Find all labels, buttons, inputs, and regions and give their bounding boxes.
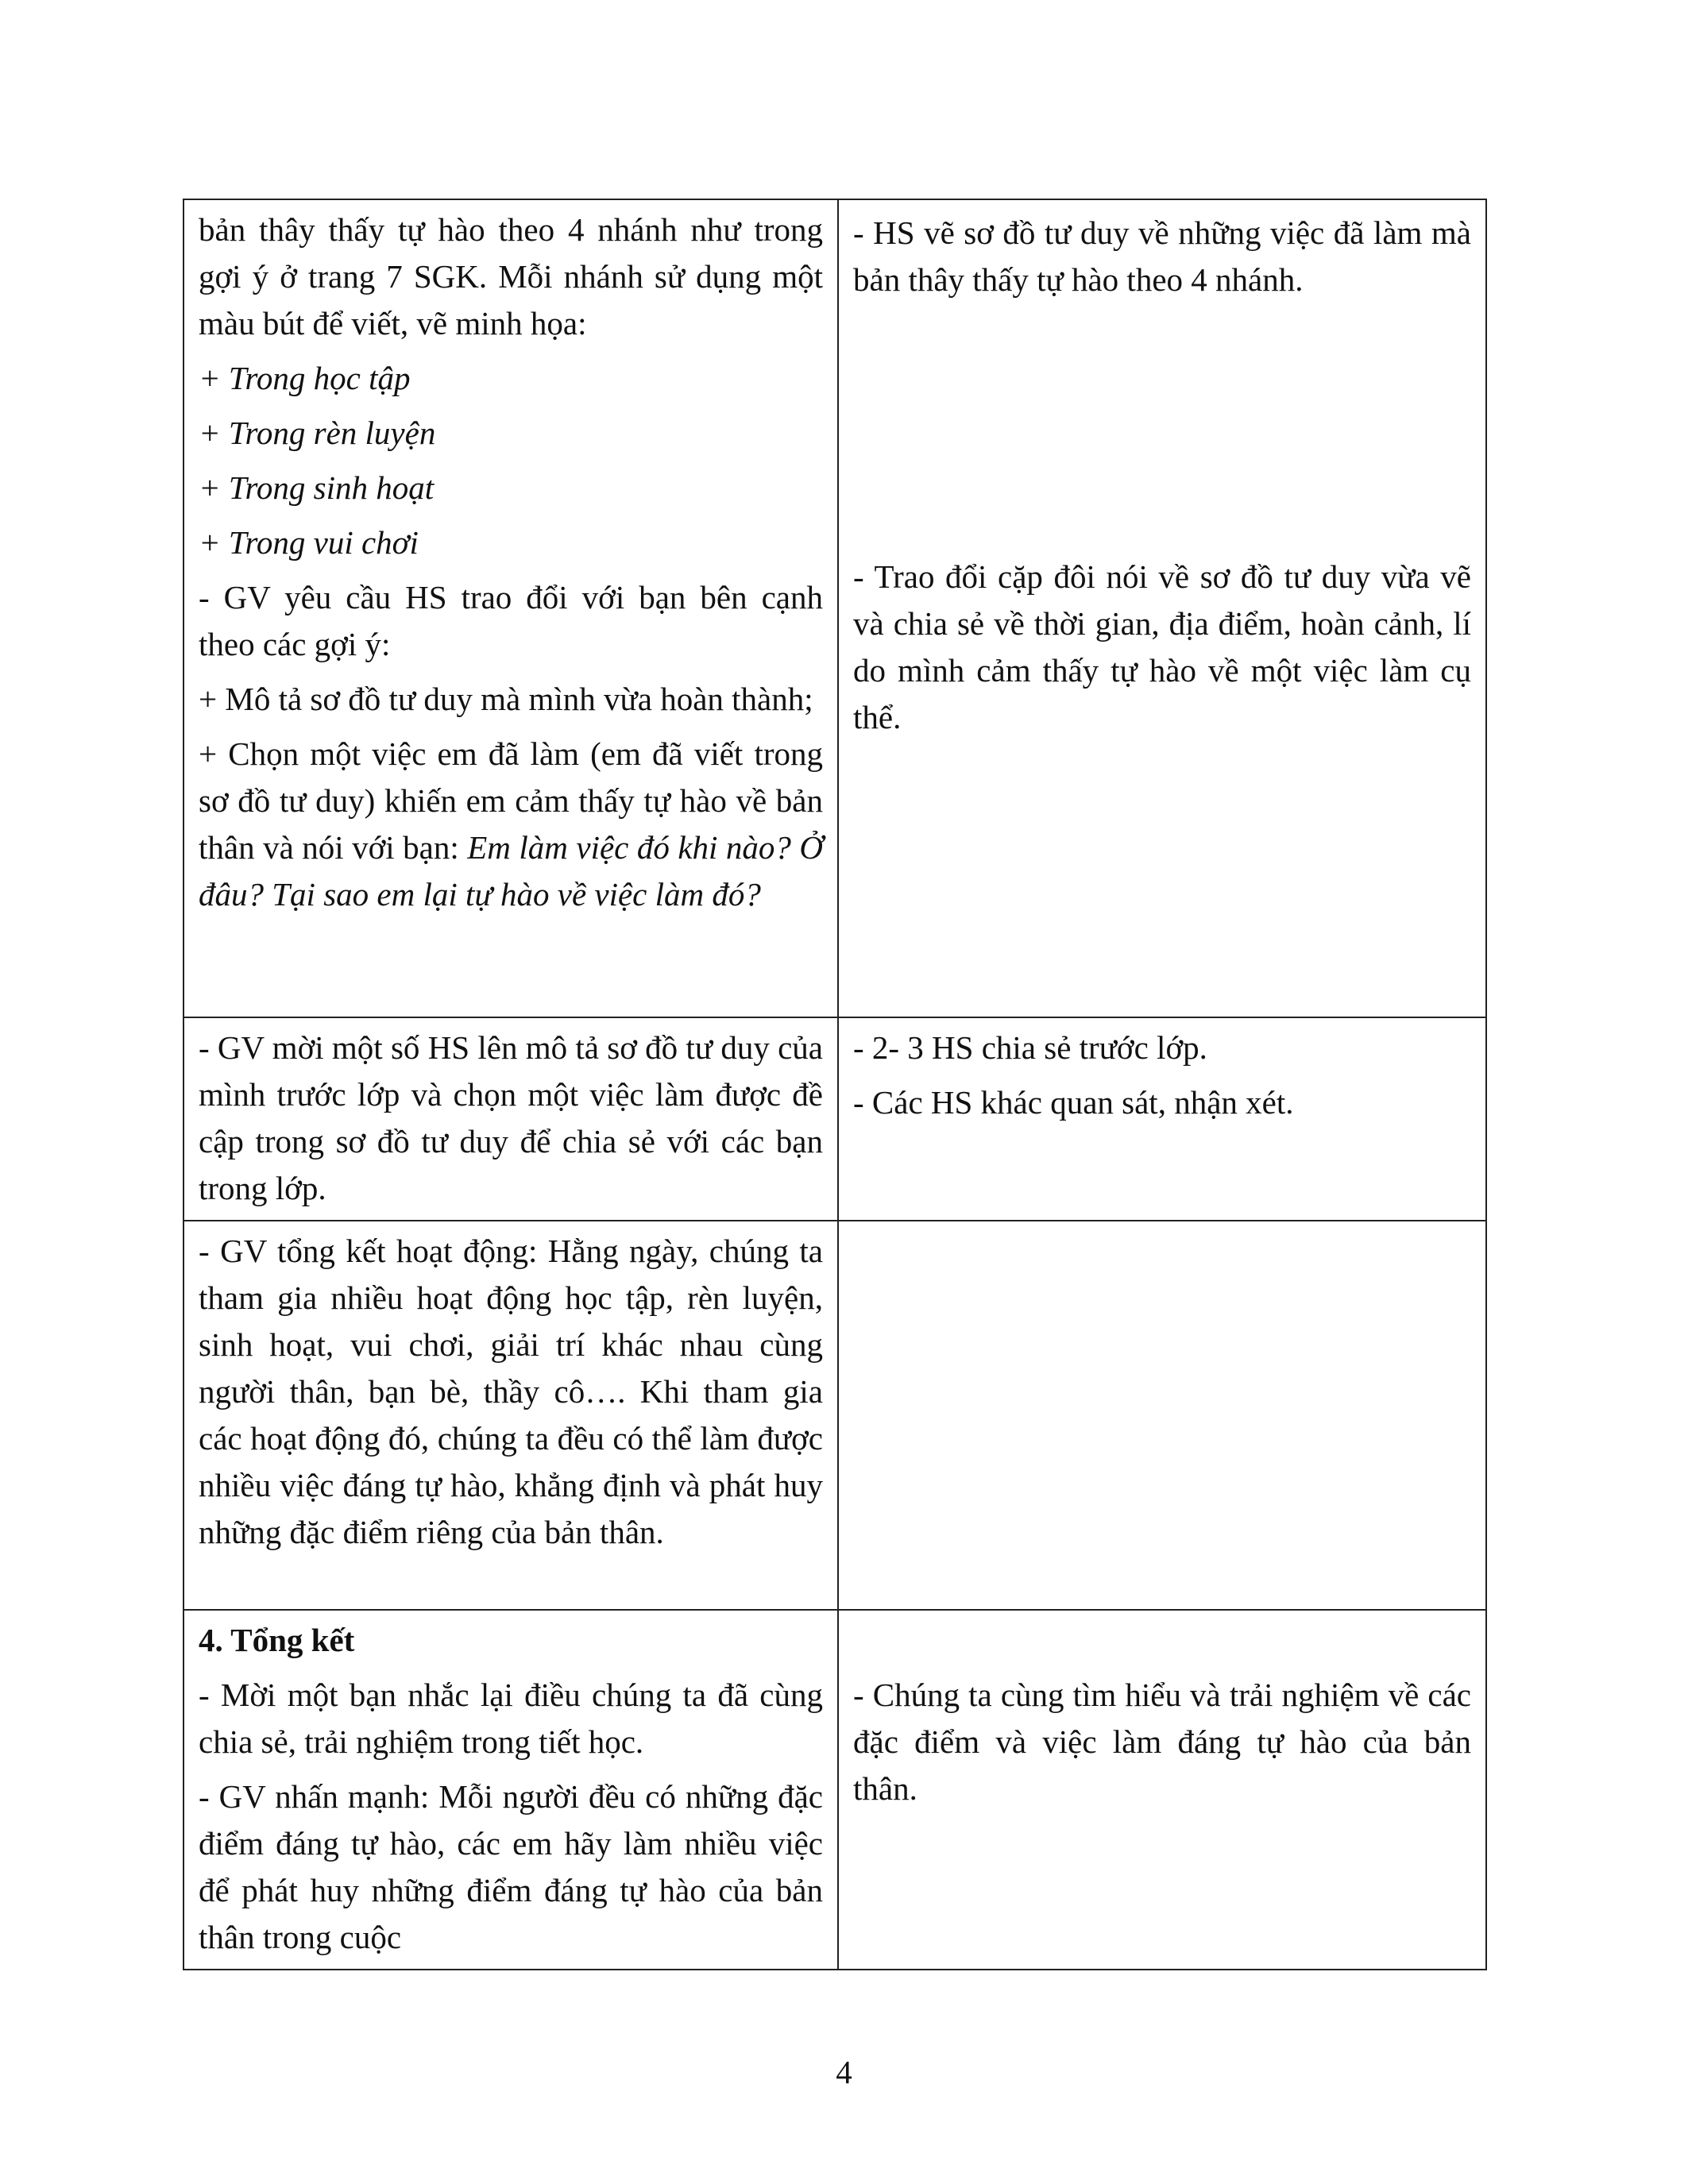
student-activity-cell	[838, 1221, 1486, 1610]
table-row	[183, 199, 1486, 1017]
paragraph: - GV yêu cầu HS trao đổi với bạn bên cạnh theo các gợi ý:	[199, 579, 823, 662]
paragraph: - GV tổng kết hoạt động: Hằng ngày, chúng ta tham gia nhiều hoạt động học tập, rèn luyện, sinh hoạt, vui chơi, giải trí khác nhau cùng người thân, bạn bè, thầy cô…. Khi tham gia các hoạt động đó, chúng ta đều có thể làm được nhiều việc đáng tự hào, khẳng định và phát huy những đặc điểm riêng của bản thân.	[199, 1233, 823, 1550]
student-activity-cell	[838, 1610, 1486, 1970]
paragraph: - HS vẽ sơ đồ tư duy về những việc đã làm mà bản thây thấy tự hào theo 4 nhánh.	[853, 214, 1471, 298]
list-item: + Trong vui chơi	[199, 524, 419, 561]
student-activity-cell	[838, 1017, 1486, 1221]
list-item: + Trong học tập	[199, 360, 411, 396]
teacher-activity-cell	[183, 199, 838, 1017]
paragraph: - Các HS khác quan sát, nhận xét.	[853, 1084, 1294, 1121]
table-row	[183, 1017, 1486, 1221]
paragraph-question: Em làm việc đó khi nào? Ở đâu? Tại sao em lại tự hào về việc làm đó?	[199, 829, 823, 913]
paragraph: - Trao đổi cặp đôi nói về sơ đồ tư duy vừa vẽ và chia sẻ về thời gian, địa điểm, hoàn cảnh, lí do mình cảm thấy tự hào về một việc làm cụ thể.	[853, 558, 1471, 735]
paragraph	[199, 731, 823, 918]
table-row	[183, 1221, 1486, 1610]
list-item: + Trong sinh hoạt	[199, 469, 435, 506]
paragraph: bản thây thấy tự hào theo 4 nhánh như trong gợi ý ở trang 7 SGK. Mỗi nhánh sử dụng một màu bút để viết, vẽ minh họa:	[199, 211, 823, 341]
paragraph: - Chúng ta cùng tìm hiểu và trải nghiệm về các đặc điểm và việc làm đáng tự hào của bản thân.	[853, 1677, 1471, 1807]
page-number: 4	[836, 2054, 852, 2090]
paragraph: + Mô tả sơ đồ tư duy mà mình vừa hoàn thành;	[199, 681, 813, 717]
paragraph: - 2- 3 HS chia sẻ trước lớp.	[853, 1029, 1207, 1066]
teacher-activity-cell	[183, 1221, 838, 1610]
teacher-activity-cell	[183, 1610, 838, 1970]
table-row	[183, 1610, 1486, 1970]
paragraph-text: + Chọn một việc em đã làm (em đã viết trong sơ đồ tư duy) khiến em cảm thấy tự hào về bản thân và nói với bạn:	[199, 735, 823, 866]
paragraph: - Mời một bạn nhắc lại điều chúng ta đã cùng chia sẻ, trải nghiệm trong tiết học.	[199, 1677, 823, 1760]
teacher-activity-cell	[183, 1017, 838, 1221]
student-activity-cell	[838, 199, 1486, 1017]
lesson-plan-table	[183, 199, 1487, 1970]
section-heading: 4. Tổng kết	[199, 1622, 355, 1658]
paragraph: - GV mời một số HS lên mô tả sơ đồ tư duy của mình trước lớp và chọn một việc làm được đề cập trong sơ đồ tư duy để chia sẻ với các bạn trong lớp.	[199, 1029, 823, 1206]
paragraph: - GV nhấn mạnh: Mỗi người đều có những đặc điểm đáng tự hào, các em hãy làm nhiều việc để phát huy những điểm đáng tự hào của bản thân trong cuộc	[199, 1778, 823, 1955]
list-item: + Trong rèn luyện	[199, 415, 436, 451]
